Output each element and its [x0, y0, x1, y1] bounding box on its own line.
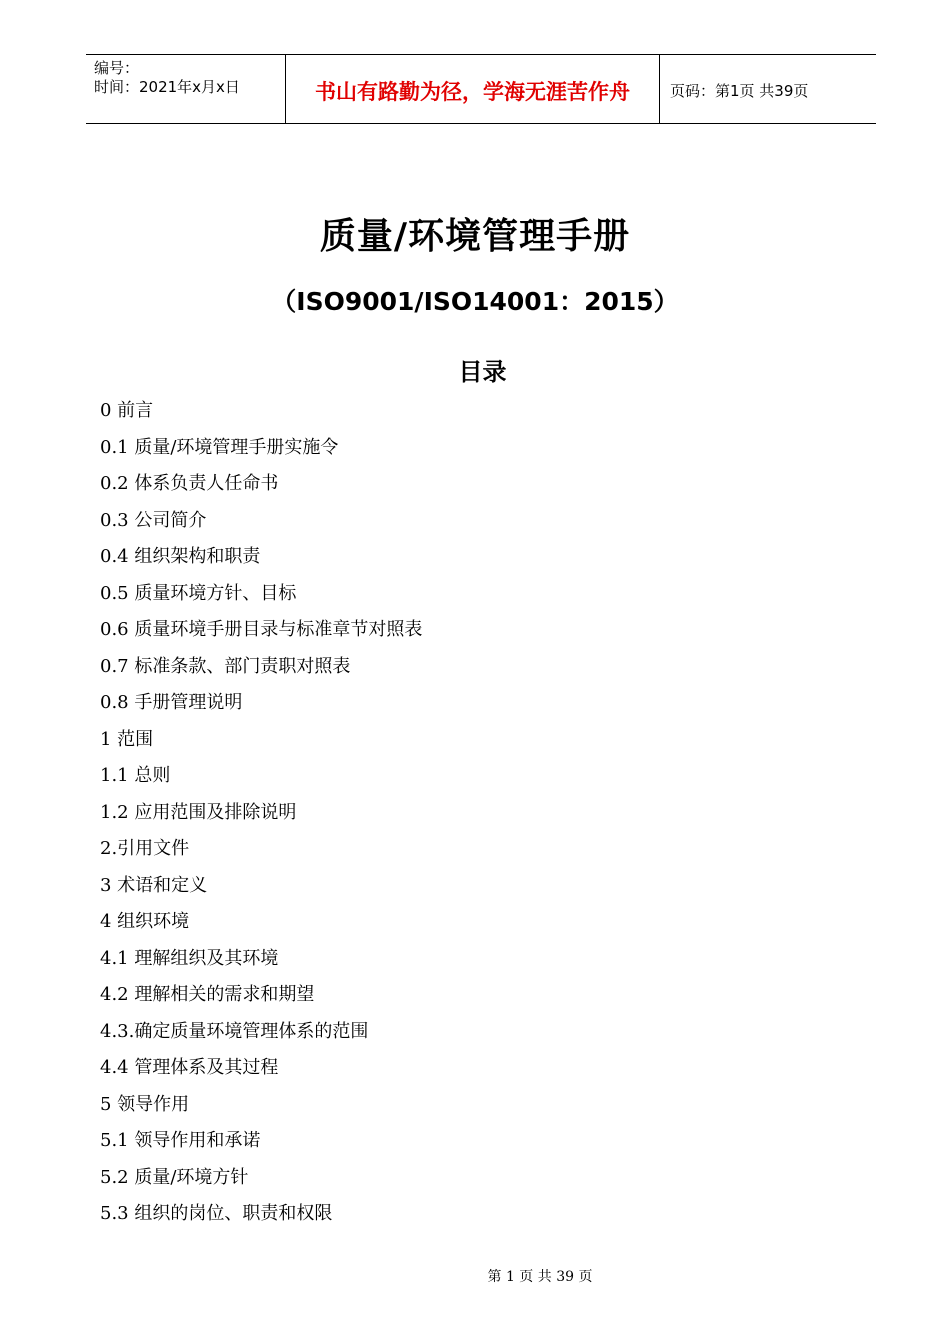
toc-item: 4.4 管理体系及其过程 — [100, 1057, 279, 1078]
toc-item: 4 组织环境 — [100, 911, 190, 932]
toc-heading: 目录 — [458, 358, 507, 386]
toc-item: 0.4 组织架构和职责 — [100, 546, 261, 567]
page-header — [86, 54, 876, 124]
toc-item: 0.2 体系负责人任命书 — [100, 473, 279, 494]
toc-item: 0.3 公司简介 — [100, 509, 207, 531]
document-time-label: 时间：2021年x月x日 — [94, 78, 240, 96]
document-number-label: 编号： — [94, 59, 140, 77]
toc-item: 5.2 质量/环境方针 — [100, 1166, 249, 1188]
header-meta — [86, 55, 286, 123]
toc-item: 0.7 标准条款、部门责职对照表 — [100, 655, 351, 677]
header-motto: 书山有路勤为径，学海无涯苦作舟 — [286, 55, 660, 123]
toc-item: 4.2 理解相关的需求和期望 — [100, 984, 315, 1005]
toc-item: 4.1 理解组织及其环境 — [100, 947, 279, 969]
toc-item: 1.1 总则 — [100, 765, 171, 786]
toc-item: 0.8 手册管理说明 — [100, 692, 243, 713]
toc-item: 4.3.确定质量环境管理体系的范围 — [100, 1020, 369, 1042]
toc-item: 0.1 质量/环境管理手册实施令 — [100, 436, 339, 458]
toc-item: 5 领导作用 — [100, 1093, 190, 1115]
toc-item: 5.3 组织的岗位、职责和权限 — [100, 1203, 333, 1224]
document-title: 质量/环境管理手册 — [319, 216, 631, 257]
document-subtitle: （ISO9001/ISO14001：2015） — [271, 287, 679, 316]
toc-item: 0.5 质量环境方针、目标 — [100, 582, 297, 604]
toc-item: 1 范围 — [100, 728, 154, 750]
toc-item: 5.1 领导作用和承诺 — [100, 1130, 261, 1151]
page-footer: 第 1 页 共 39 页 — [487, 1269, 593, 1285]
header-page-code: 页码：第1页 共39页 — [670, 81, 809, 100]
table-of-contents — [100, 396, 422, 1236]
toc-item: 0 前言 — [100, 400, 154, 421]
toc-item: 3 术语和定义 — [100, 874, 208, 896]
toc-item: 2.引用文件 — [100, 838, 190, 859]
toc-item: 0.6 质量环境手册目录与标准章节对照表 — [100, 619, 423, 640]
toc-item: 1.2 应用范围及排除说明 — [100, 801, 297, 823]
